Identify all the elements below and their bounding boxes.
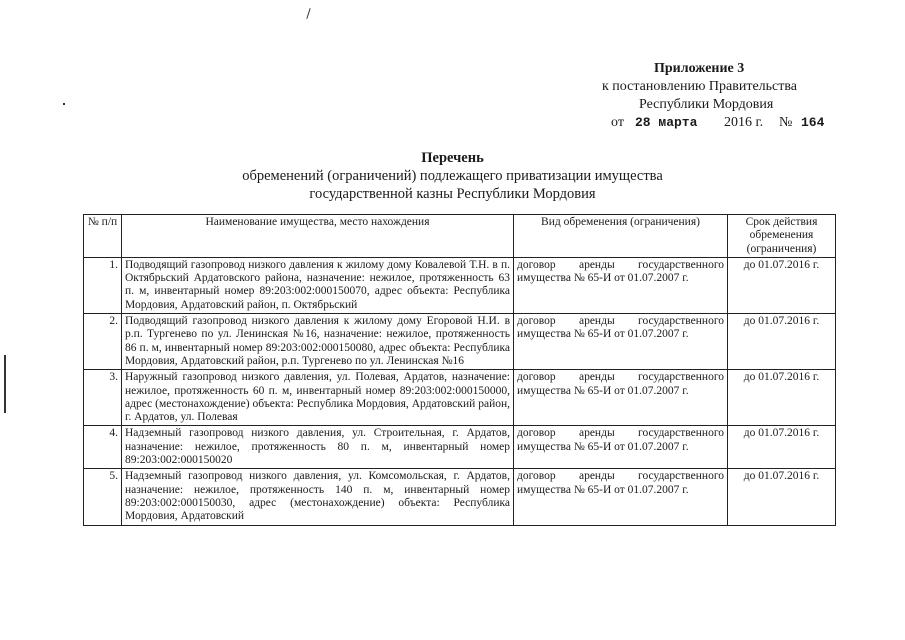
col-header-name: Наименование имущества, место нахождения <box>122 215 514 258</box>
row-property: Надземный газопровод низкого давления, ул. Строительная, г. Ардатов, назначение: нежилое, протяженность 80 п. м, инвентарный номер 89:203:002:000150020 <box>122 426 514 469</box>
table-row <box>84 469 836 525</box>
col-header-number: № п/п <box>84 215 122 258</box>
row-property: Надземный газопровод низкого давления, ул. Комсомольская, г. Ардатов, назначение: нежилое, протяженность 140 п. м, инвентарный номер 89:203:002:000150030, адрес (местонахождение) объекта: Республика Мордовия, Ардатовский <box>122 469 514 525</box>
table-row <box>84 314 836 370</box>
row-term: до 01.07.2016 г. <box>728 314 836 370</box>
appendix-title: Приложение 3 <box>654 61 745 76</box>
row-number: 5. <box>84 469 122 525</box>
appendix-number-sign: № <box>779 115 793 130</box>
row-number: 1. <box>84 257 122 313</box>
scan-mark-left-dot <box>63 103 65 105</box>
appendix-year: 2016 г. <box>724 115 764 130</box>
appendix-line-1: к постановлению Правительства <box>602 79 798 94</box>
scan-mark-left-edge <box>4 355 6 413</box>
row-term: до 01.07.2016 г. <box>728 370 836 426</box>
table-row <box>84 370 836 426</box>
row-number: 3. <box>84 370 122 426</box>
document-subtitle-1: обременений (ограничений) подлежащего приватизации имущества <box>242 168 663 184</box>
document-title: Перечень <box>421 150 484 166</box>
row-term: до 01.07.2016 г. <box>728 257 836 313</box>
appendix-number: 164 <box>801 115 825 130</box>
row-number: 2. <box>84 314 122 370</box>
row-number: 4. <box>84 426 122 469</box>
table-header-row <box>84 215 836 258</box>
row-encumbrance: договор аренды государственного имущества № 65-И от 01.07.2007 г. <box>514 426 728 469</box>
encumbrance-table <box>83 214 836 526</box>
appendix-line-2: Республики Мордовия <box>639 97 774 112</box>
scan-mark-top <box>306 8 310 19</box>
row-term: до 01.07.2016 г. <box>728 469 836 525</box>
table-row <box>84 257 836 313</box>
appendix-date: 28 марта <box>635 115 698 130</box>
document-subtitle-2: государственной казны Республики Мордовия <box>309 186 596 202</box>
row-encumbrance: договор аренды государственного имущества № 65-И от 01.07.2007 г. <box>514 314 728 370</box>
appendix-date-prefix: от <box>611 115 624 130</box>
row-encumbrance: договор аренды государственного имущества № 65-И от 01.07.2007 г. <box>514 257 728 313</box>
row-encumbrance: договор аренды государственного имущества № 65-И от 01.07.2007 г. <box>514 370 728 426</box>
row-property: Наружный газопровод низкого давления, ул. Полевая, Ардатов, назначение: нежилое, протяженность 60 п. м, инвентарный номер 89:203:002:000150000, адрес (местонахождение) объекта: Республика Мордовия, Ардатовский район, г. Ардатов, ул. Полевая <box>122 370 514 426</box>
row-property: Подводящий газопровод низкого давления к жилому дому Егоровой Н.И. в р.п. Тургенево по ул. Ленинская №16, назначение: нежилое, протяженность 86 п. м, инвентарный номер 89:203:002:000150080, адрес объекта: Республика Мордовия, Ардатовский район, р.п. Тургенево по ул. Ленинская №16 <box>122 314 514 370</box>
row-property: Подводящий газопровод низкого давления к жилому дому Ковалевой Т.Н. в п. Октябрьский Ардатовского района, назначение: нежилое, протяженность 63 п. м, инвентарный номер 89:203:002:000150070, адрес объекта: Республика Мордовия, Ардатовский район, п. Октябрьский <box>122 257 514 313</box>
col-header-term: Срок действия обременения (ограничения) <box>728 215 836 258</box>
table-row <box>84 426 836 469</box>
row-encumbrance: договор аренды государственного имущества № 65-И от 01.07.2007 г. <box>514 469 728 525</box>
col-header-type: Вид обременения (ограничения) <box>514 215 728 258</box>
row-term: до 01.07.2016 г. <box>728 426 836 469</box>
